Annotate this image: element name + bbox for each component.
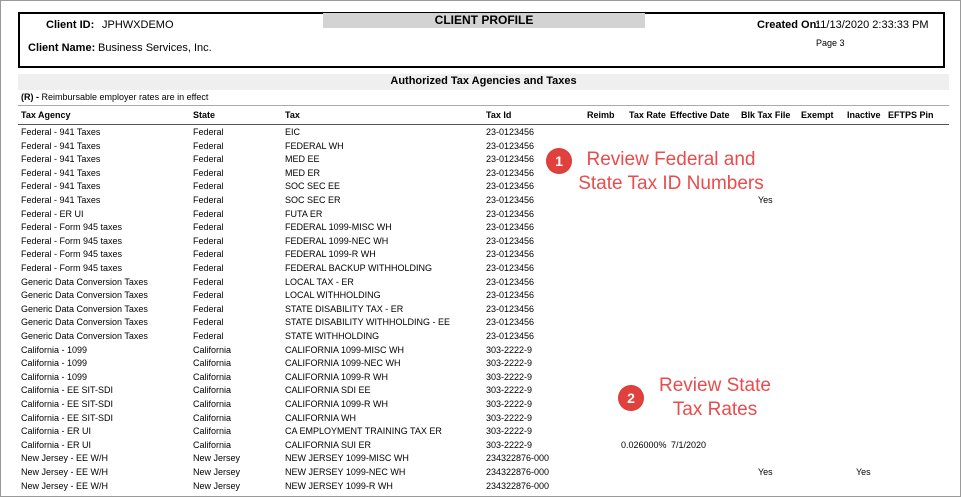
col-header-blk-tax-file: Blk Tax File <box>741 110 791 120</box>
cell-tax-agency: Federal - 941 Taxes <box>21 167 101 178</box>
cell-tax: NEW JERSEY 1099-NEC WH <box>285 467 406 477</box>
cell-tax-id: 23-0123456 <box>486 317 535 328</box>
cell-tax: EIC <box>285 127 301 137</box>
cell-state: Federal <box>193 181 224 192</box>
client-id-label: Client ID: <box>46 19 95 31</box>
note-key: (R) - <box>21 92 39 102</box>
col-header-exempt: Exempt <box>801 110 834 120</box>
cell-tax-id: 23-0123456 <box>486 276 535 287</box>
cell-tax: MED EE <box>285 154 320 165</box>
cell-tax: FEDERAL 1099-NEC WH <box>285 235 389 246</box>
callout-2 <box>647 374 783 422</box>
table-row <box>1 413 961 426</box>
cell-blk-tax-file: Yes <box>758 467 773 477</box>
cell-state: Federal <box>193 154 224 165</box>
callout-badge-1: 1 <box>547 149 571 173</box>
cell-tax: FEDERAL 1099-MISC WH <box>285 222 392 233</box>
cell-tax-agency: New Jersey - EE W/H <box>21 467 109 477</box>
section-title: Authorized Tax Agencies and Taxes <box>18 74 949 90</box>
cell-tax-id: 303-2222-9 <box>486 344 533 355</box>
cell-state: California <box>193 358 232 369</box>
cell-tax-id: 303-2222-9 <box>486 426 533 437</box>
cell-state: Federal <box>193 276 224 287</box>
table-row <box>1 345 961 358</box>
cell-tax-agency: Generic Data Conversion Taxes <box>21 331 148 341</box>
cell-tax: FEDERAL 1099-R WH <box>285 249 376 260</box>
cell-tax-agency: New Jersey - EE W/H <box>21 480 109 491</box>
header-rule <box>18 124 949 125</box>
cell-tax-agency: California - 1099 <box>21 358 88 369</box>
cell-tax-id: 23-0123456 <box>486 249 535 260</box>
col-header-eftps-pin: EFTPS Pin <box>888 110 934 120</box>
cell-tax-id: 23-0123456 <box>486 263 535 273</box>
table-row <box>1 181 961 194</box>
table-row <box>1 399 961 412</box>
callout-1-line1: Review Federal and <box>586 149 756 170</box>
cell-tax: SOC SEC EE <box>285 181 341 192</box>
cell-tax: CALIFORNIA 1099-MISC WH <box>285 344 405 355</box>
cell-tax-agency: New Jersey - EE W/H <box>21 453 109 464</box>
table-row <box>1 141 961 154</box>
col-header-inactive: Inactive <box>847 110 881 120</box>
cell-tax-id: 23-0123456 <box>486 195 535 205</box>
cell-tax-agency: California - 1099 <box>21 371 88 382</box>
table-row <box>1 358 961 371</box>
cell-tax-agency: Federal - 941 Taxes <box>21 181 101 192</box>
cell-tax-agency: Federal - 941 Taxes <box>21 140 101 151</box>
cell-tax: CALIFORNIA 1099-NEC WH <box>285 358 401 369</box>
legend-note <box>21 92 208 102</box>
table-row <box>1 236 961 249</box>
table-row <box>1 481 961 494</box>
cell-state: Federal <box>193 127 224 137</box>
cell-tax-id: 303-2222-9 <box>486 371 533 382</box>
cell-state: Federal <box>193 249 224 260</box>
table-row <box>1 195 961 208</box>
table-row <box>1 372 961 385</box>
cell-state: New Jersey <box>193 480 241 491</box>
cell-tax: NEW JERSEY 1099-R WH <box>285 480 393 491</box>
report-title: CLIENT PROFILE <box>323 13 645 28</box>
cell-tax: STATE DISABILITY TAX - ER <box>285 303 404 314</box>
cell-tax-agency: Federal - 941 Taxes <box>21 195 101 205</box>
cell-tax-agency: Generic Data Conversion Taxes <box>21 303 148 314</box>
page-number: Page 3 <box>816 38 845 48</box>
table-row <box>1 331 961 344</box>
callout-1-line2: State Tax ID Numbers <box>578 173 764 194</box>
cell-tax-agency: Generic Data Conversion Taxes <box>21 290 148 301</box>
cell-state: California <box>193 385 232 396</box>
cell-tax: CALIFORNIA 1099-R WH <box>285 399 389 409</box>
table-row <box>1 467 961 480</box>
cell-effective-date: 7/1/2020 <box>671 439 707 450</box>
cell-state: California <box>193 371 232 382</box>
cell-tax-agency: Generic Data Conversion Taxes <box>21 276 148 287</box>
cell-blk-tax-file: Yes <box>758 195 773 205</box>
cell-tax-id: 23-0123456 <box>486 290 535 301</box>
table-row <box>1 168 961 181</box>
cell-state: Federal <box>193 208 224 219</box>
cell-tax-agency: Federal - Form 945 taxes <box>21 263 123 273</box>
cell-tax-agency: California - ER UI <box>21 439 92 450</box>
col-header-tax: Tax <box>285 110 300 120</box>
cell-tax: CALIFORNIA WH <box>285 412 357 423</box>
cell-tax-agency: California - 1099 <box>21 344 88 355</box>
cell-tax: LOCAL TAX - ER <box>285 276 354 287</box>
col-header-state: State <box>193 110 216 120</box>
cell-tax-id: 303-2222-9 <box>486 412 533 423</box>
cell-tax: SOC SEC ER <box>285 195 341 205</box>
cell-state: Federal <box>193 263 224 273</box>
cell-state: Federal <box>193 331 224 341</box>
cell-state: California <box>193 412 232 423</box>
cell-state: Federal <box>193 140 224 151</box>
callout-2-line1: Review State <box>659 375 771 396</box>
table-row <box>1 290 961 303</box>
cell-tax: LOCAL WITHHOLDING <box>285 290 381 301</box>
col-header-tax-agency: Tax Agency <box>21 110 71 120</box>
cell-tax-id: 23-0123456 <box>486 235 535 246</box>
cell-inactive: Yes <box>856 467 871 477</box>
col-header-reimb: Reimb <box>587 110 615 120</box>
cell-tax-agency: California - EE SIT-SDI <box>21 412 114 423</box>
cell-tax-id: 303-2222-9 <box>486 439 533 450</box>
table-row <box>1 249 961 262</box>
cell-state: California <box>193 344 232 355</box>
callout-2-line2: Tax Rates <box>672 399 758 420</box>
cell-tax: FEDERAL WH <box>285 140 344 151</box>
cell-tax-id: 234322876-000 <box>486 480 550 491</box>
cell-state: California <box>193 426 232 437</box>
callout-badge-2: 2 <box>619 386 643 410</box>
table-row <box>1 426 961 439</box>
cell-tax-id: 303-2222-9 <box>486 385 533 396</box>
callout-1 <box>569 148 773 196</box>
table-row <box>1 304 961 317</box>
cell-tax: CA EMPLOYMENT TRAINING TAX ER <box>285 426 442 437</box>
table-row <box>1 385 961 398</box>
cell-tax-id: 303-2222-9 <box>486 399 533 409</box>
cell-tax: MED ER <box>285 167 321 178</box>
table-row <box>1 317 961 330</box>
cell-tax-agency: California - EE SIT-SDI <box>21 399 114 409</box>
cell-tax-agency: Federal - Form 945 taxes <box>21 249 123 260</box>
cell-tax-agency: Federal - 941 Taxes <box>21 154 101 165</box>
table-row <box>1 222 961 235</box>
table-row <box>1 453 961 466</box>
cell-tax-id: 303-2222-9 <box>486 358 533 369</box>
cell-tax-id: 23-0123456 <box>486 222 535 233</box>
cell-state: Federal <box>193 167 224 178</box>
cell-state: California <box>193 399 232 409</box>
table-row <box>1 154 961 167</box>
cell-state: New Jersey <box>193 453 241 464</box>
cell-state: Federal <box>193 195 224 205</box>
cell-state: Federal <box>193 235 224 246</box>
table-row <box>1 263 961 276</box>
cell-tax-agency: Federal - Form 945 taxes <box>21 222 123 233</box>
note-text: Reimbursable employer rates are in effect <box>41 92 209 102</box>
cell-tax-agency: Federal - Form 945 taxes <box>21 235 123 246</box>
table-row <box>1 277 961 290</box>
col-header-effective-date: Effective Date <box>670 110 730 120</box>
client-name-value: Business Services, Inc. <box>98 42 212 54</box>
cell-tax-id: 234322876-000 <box>486 467 550 477</box>
table-row <box>1 440 961 453</box>
cell-tax-id: 23-0123456 <box>486 154 535 165</box>
cell-state: Federal <box>193 303 224 314</box>
cell-tax: STATE DISABILITY WITHHOLDING - EE <box>285 317 451 328</box>
cell-tax-id: 23-0123456 <box>486 208 535 219</box>
cell-tax-id: 23-0123456 <box>486 303 535 314</box>
cell-tax: STATE WITHHOLDING <box>285 331 380 341</box>
divider <box>18 105 949 106</box>
created-on-value: 11/13/2020 2:33:33 PM <box>815 19 929 31</box>
cell-tax: FUTA ER <box>285 208 323 219</box>
table-row <box>1 209 961 222</box>
cell-tax-agency: California - ER UI <box>21 426 92 437</box>
client-id-value: JPHWXDEMO <box>102 19 174 31</box>
cell-tax: FEDERAL BACKUP WITHHOLDING <box>285 263 433 273</box>
cell-state: Federal <box>193 317 224 328</box>
cell-tax-agency: Federal - 941 Taxes <box>21 127 101 137</box>
cell-tax: CALIFORNIA SDI EE <box>285 385 371 396</box>
cell-tax-id: 23-0123456 <box>486 181 535 192</box>
col-header-tax-rate: Tax Rate <box>629 110 666 120</box>
created-on-label: Created On: <box>757 19 820 31</box>
cell-tax: NEW JERSEY 1099-MISC WH <box>285 453 409 464</box>
cell-tax-agency: Generic Data Conversion Taxes <box>21 317 148 328</box>
cell-tax: CALIFORNIA 1099-R WH <box>285 371 389 382</box>
cell-state: Federal <box>193 290 224 301</box>
cell-tax-id: 23-0123456 <box>486 140 535 151</box>
cell-tax-agency: Federal - ER UI <box>21 208 84 219</box>
cell-tax: CALIFORNIA SUI ER <box>285 439 372 450</box>
cell-tax-id: 23-0123456 <box>486 127 535 137</box>
cell-state: California <box>193 439 232 450</box>
cell-tax-id: 23-0123456 <box>486 167 535 178</box>
cell-state: Federal <box>193 222 224 233</box>
cell-tax-id: 23-0123456 <box>486 331 535 341</box>
col-header-tax-id: Tax Id <box>486 110 512 120</box>
table-row <box>1 127 961 140</box>
cell-tax-rate: 0.026000% <box>621 439 667 450</box>
client-name-label: Client Name: <box>28 42 96 54</box>
cell-state: New Jersey <box>193 467 241 477</box>
cell-tax-id: 234322876-000 <box>486 453 550 464</box>
cell-tax-agency: California - EE SIT-SDI <box>21 385 114 396</box>
